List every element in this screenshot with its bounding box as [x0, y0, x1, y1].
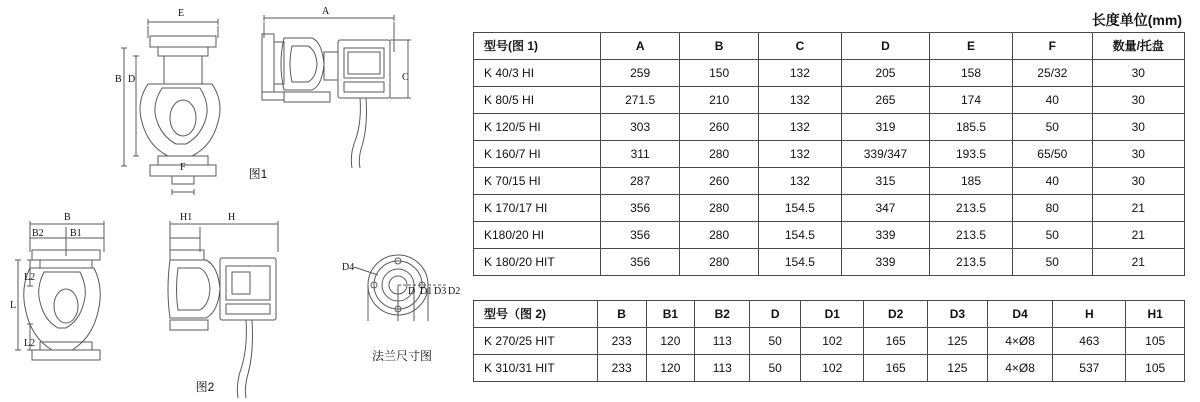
- cell-model: K 160/7 HI: [474, 141, 601, 168]
- cell-d: 50: [750, 328, 801, 355]
- cell-d4: 4×Ø8: [988, 355, 1053, 382]
- fig1-label-b: B: [115, 74, 122, 85]
- cell-qty: 30: [1092, 87, 1184, 114]
- fig1-label-c: C: [402, 72, 409, 83]
- cell-f: 50: [1013, 222, 1092, 249]
- cell-a: 271.5: [600, 87, 679, 114]
- cell-a: 356: [600, 249, 679, 276]
- fig1-label-e: E: [178, 8, 185, 19]
- technical-drawings: [0, 0, 470, 400]
- cell-d2: 165: [864, 355, 927, 382]
- cell-qty: 30: [1092, 168, 1184, 195]
- cell-b: 233: [597, 355, 646, 382]
- cell-model: K 180/20 HIT: [474, 249, 601, 276]
- cell-b: 260: [680, 114, 758, 141]
- cell-h: 537: [1053, 355, 1126, 382]
- cell-a: 356: [600, 222, 679, 249]
- fig1-label-d: D: [128, 74, 136, 85]
- cell-d: 205: [841, 60, 929, 87]
- cell-a: 356: [600, 195, 679, 222]
- th-c: C: [758, 33, 841, 60]
- cell-d4: 4×Ø8: [988, 328, 1053, 355]
- cell-d: 319: [841, 114, 929, 141]
- cell-d3: 125: [927, 328, 987, 355]
- spec-table-2-container: [473, 300, 1185, 382]
- cell-b2: 113: [695, 328, 750, 355]
- th2-d4: D4: [988, 301, 1053, 328]
- cell-c: 132: [758, 87, 841, 114]
- fig2-left-view-drawing: [8, 212, 148, 392]
- fig2-label-b2: B2: [32, 228, 44, 239]
- cell-model: K 170/17 HI: [474, 195, 601, 222]
- cell-e: 213.5: [929, 195, 1012, 222]
- flange-label-d4: D4: [342, 262, 355, 273]
- table-row: [474, 141, 1185, 168]
- cell-qty: 30: [1092, 141, 1184, 168]
- th2-d2: D2: [864, 301, 927, 328]
- th2-d: D: [750, 301, 801, 328]
- table-row: [474, 355, 1185, 382]
- cell-qty: 21: [1092, 195, 1184, 222]
- cell-model: K 120/5 HI: [474, 114, 601, 141]
- cell-c: 154.5: [758, 249, 841, 276]
- cell-a: 303: [600, 114, 679, 141]
- spec-table-2: [473, 300, 1185, 382]
- cell-e: 185.5: [929, 114, 1012, 141]
- cell-d: 339/347: [841, 141, 929, 168]
- cell-b: 210: [680, 87, 758, 114]
- th2-b2: B2: [695, 301, 750, 328]
- cell-d: 339: [841, 249, 929, 276]
- flange-dimension-drawing: [352, 245, 452, 325]
- cell-model: K180/20 HI: [474, 222, 601, 249]
- cell-a: 311: [600, 141, 679, 168]
- fig2-label-b: B: [64, 212, 71, 223]
- cell-d3: 125: [927, 355, 987, 382]
- cell-b: 280: [680, 141, 758, 168]
- spec-table-1-container: [473, 32, 1185, 276]
- cell-f: 50: [1013, 114, 1092, 141]
- cell-a: 259: [600, 60, 679, 87]
- fig2-label-l2-bottom: L2: [24, 338, 36, 349]
- table-row: [474, 60, 1185, 87]
- th-d: D: [841, 33, 929, 60]
- fig1-label-a: A: [322, 6, 330, 17]
- cell-h1: 105: [1126, 328, 1185, 355]
- cell-f: 40: [1013, 87, 1092, 114]
- fig2-front-view-drawing: [150, 212, 330, 402]
- th-e: E: [929, 33, 1012, 60]
- flange-label-d1: D1: [420, 286, 433, 297]
- table-row: [474, 114, 1185, 141]
- cell-b: 260: [680, 168, 758, 195]
- cell-e: 185: [929, 168, 1012, 195]
- cell-model: K 270/25 HIT: [474, 328, 598, 355]
- cell-f: 80: [1013, 195, 1092, 222]
- cell-f: 50: [1013, 249, 1092, 276]
- cell-d: 347: [841, 195, 929, 222]
- th2-d1: D1: [801, 301, 864, 328]
- th2-b1: B1: [646, 301, 695, 328]
- th2-b: B: [597, 301, 646, 328]
- cell-d2: 165: [864, 328, 927, 355]
- th-b: B: [680, 33, 758, 60]
- cell-qty: 30: [1092, 114, 1184, 141]
- table-row: [474, 87, 1185, 114]
- table-row: [474, 222, 1185, 249]
- flange-label-d2: D2: [448, 286, 461, 297]
- cell-a: 287: [600, 168, 679, 195]
- cell-f: 25/32: [1013, 60, 1092, 87]
- cell-c: 132: [758, 141, 841, 168]
- fig1-label-f: F: [180, 162, 186, 173]
- cell-h: 463: [1053, 328, 1126, 355]
- cell-e: 213.5: [929, 249, 1012, 276]
- fig2-label-l: L: [10, 300, 17, 311]
- cell-b: 233: [597, 328, 646, 355]
- cell-e: 158: [929, 60, 1012, 87]
- cell-b: 150: [680, 60, 758, 87]
- fig2-caption: 图2: [195, 380, 215, 394]
- spec-table-1: [473, 32, 1185, 276]
- cell-c: 132: [758, 168, 841, 195]
- cell-f: 65/50: [1013, 141, 1092, 168]
- cell-c: 154.5: [758, 222, 841, 249]
- cell-model: K 80/5 HI: [474, 87, 601, 114]
- table-row: [474, 195, 1185, 222]
- table-row: [474, 328, 1185, 355]
- cell-b1: 120: [646, 355, 695, 382]
- cell-qty: 21: [1092, 222, 1184, 249]
- cell-model: K 310/31 HIT: [474, 355, 598, 382]
- th2-d3: D3: [927, 301, 987, 328]
- cell-c: 132: [758, 114, 841, 141]
- cell-d: 265: [841, 87, 929, 114]
- cell-model: K 70/15 HI: [474, 168, 601, 195]
- cell-h1: 105: [1126, 355, 1185, 382]
- cell-b1: 120: [646, 328, 695, 355]
- cell-f: 40: [1013, 168, 1092, 195]
- fig2-label-h1: H1: [180, 212, 193, 223]
- th-qty-per-pallet: 数量/托盘: [1092, 33, 1184, 60]
- cell-qty: 30: [1092, 60, 1184, 87]
- flange-label-d3: D3: [434, 286, 447, 297]
- cell-b2: 113: [695, 355, 750, 382]
- fig2-label-h: H: [228, 212, 236, 223]
- cell-b: 280: [680, 249, 758, 276]
- cell-d1: 102: [801, 328, 864, 355]
- th-a: A: [600, 33, 679, 60]
- cell-d: 315: [841, 168, 929, 195]
- flange-label-d: D: [408, 286, 416, 297]
- fig2-label-b1: B1: [70, 228, 82, 239]
- cell-e: 174: [929, 87, 1012, 114]
- fig2-label-l2-top: L2: [24, 272, 36, 283]
- th-model: 型号(图 1): [474, 33, 601, 60]
- fig1-caption: 图1: [248, 167, 268, 181]
- table-row: [474, 168, 1185, 195]
- cell-d1: 102: [801, 355, 864, 382]
- cell-e: 213.5: [929, 222, 1012, 249]
- table-header-row: [474, 33, 1185, 60]
- cell-c: 154.5: [758, 195, 841, 222]
- cell-c: 132: [758, 60, 841, 87]
- cell-d: 50: [750, 355, 801, 382]
- th2-h: H: [1053, 301, 1126, 328]
- table-row: [474, 249, 1185, 276]
- cell-qty: 21: [1092, 249, 1184, 276]
- cell-model: K 40/3 HI: [474, 60, 601, 87]
- cell-b: 280: [680, 195, 758, 222]
- th-f: F: [1013, 33, 1092, 60]
- th2-h1: H1: [1126, 301, 1185, 328]
- th2-model: 型号（图 2): [474, 301, 598, 328]
- flange-caption: 法兰尺寸图: [371, 349, 432, 363]
- unit-note: 长度单位(mm): [1091, 12, 1182, 28]
- cell-b: 280: [680, 222, 758, 249]
- cell-e: 193.5: [929, 141, 1012, 168]
- cell-d: 339: [841, 222, 929, 249]
- table-header-row: [474, 301, 1185, 328]
